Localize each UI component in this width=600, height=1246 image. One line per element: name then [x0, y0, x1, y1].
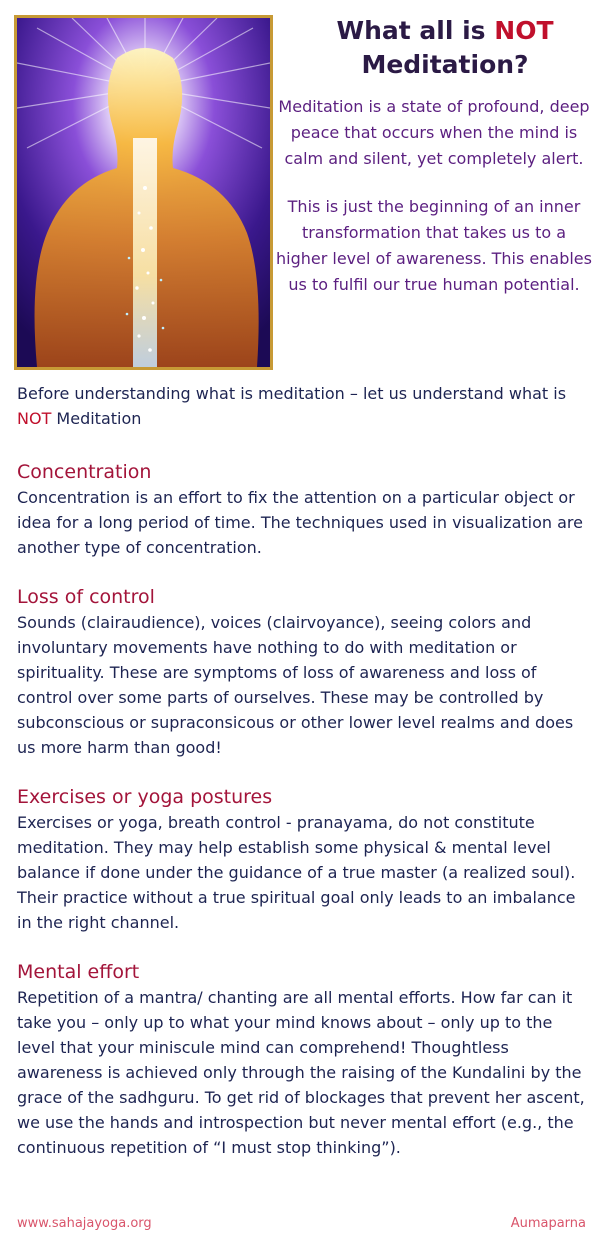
section-exercises [17, 784, 592, 935]
lead-highlight: NOT [17, 409, 52, 428]
title-text-line2: Meditation? [361, 50, 529, 79]
section-heading: Concentration [17, 461, 152, 483]
section-body: Concentration is an effort to fix the attention on a particular object or idea for a long period of time. The techniques used in visualization are another type of concentration. [17, 488, 583, 557]
section-mental-effort [17, 959, 592, 1160]
meditation-illustration [14, 15, 273, 370]
lead-text-start: Before understanding what is meditation – let us understand what is [17, 384, 567, 403]
lead-text [17, 381, 592, 431]
intro-paragraph-1: Meditation is a state of profound, deep peace that occurs when the mind is calm and silent, yet completely alert. [278, 97, 590, 168]
title-text: What all is [336, 16, 495, 45]
section-heading: Mental effort [17, 961, 140, 983]
author-credit: Aumaparna [510, 1216, 586, 1231]
section-body: Exercises or yoga, breath control - pranayama, do not constitute meditation. They may help establish some physical & mental level balance if done under the guidance of a true master (a realized soul). Their practice without a true spiritual goal only leads to an imbalance in the right channel. [17, 813, 576, 932]
sections-list [17, 459, 592, 1184]
intro-paragraph-2: This is just the beginning of an inner transformation that takes us to a higher level of awareness. This enables us to fulfil our true human potential. [276, 197, 592, 294]
lead-text-end: Meditation [51, 409, 142, 428]
section-concentration [17, 459, 592, 560]
section-body: Sounds (clairaudience), voices (clairvoyance), seeing colors and involuntary movements have nothing to do with meditation or spirituality. These are symptoms of loss of awareness and loss of control over some parts of ourselves. These may be controlled by subconscious or supraconsicous or other lower level realms and does us more harm than good! [17, 613, 574, 757]
section-loss-of-control [17, 584, 592, 760]
intro-block [275, 94, 593, 298]
section-body: Repetition of a mantra/ chanting are all mental efforts. How far can it take you – only up to what your mind knows about – only up to the level that your miniscule mind can comprehend! Thoughtless awareness is achieved only through the raising of the Kundalini by the grace of the sadhguru. To get rid of blockages that prevent her ascent, we use the hands and introspection but never mental effort (e.g., the continuous repetition of “I must stop thinking”). [17, 988, 585, 1157]
website-link[interactable]: www.sahajayoga.org [17, 1216, 152, 1231]
section-heading: Exercises or yoga postures [17, 786, 273, 808]
title-highlight: NOT [494, 16, 554, 45]
section-heading: Loss of control [17, 586, 155, 608]
page-title [290, 14, 600, 82]
